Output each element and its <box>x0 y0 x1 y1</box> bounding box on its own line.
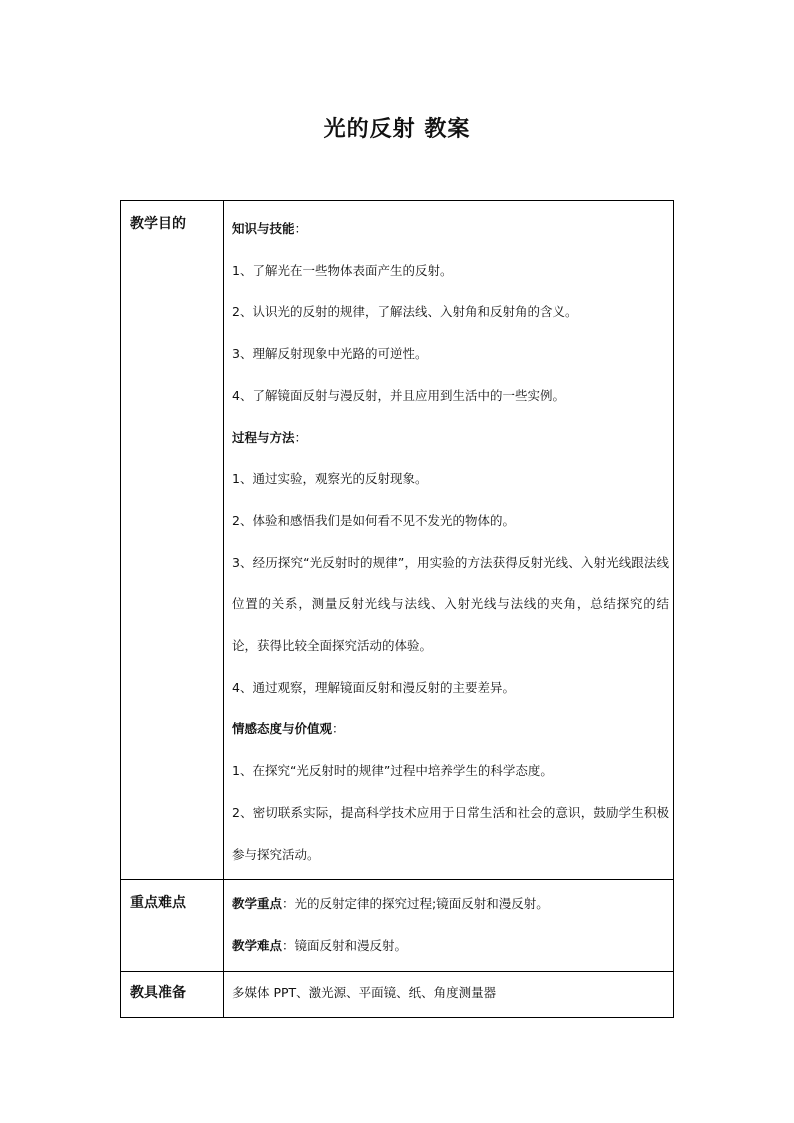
knowledge-heading-line <box>232 208 669 250</box>
tools-row <box>121 971 674 1018</box>
colon: ： <box>294 429 308 445</box>
knowledge-heading: 知识与技能 <box>232 221 295 236</box>
focus-label: 教学重点 <box>232 896 283 912</box>
focus-line <box>232 883 669 925</box>
process-heading: 过程与方法 <box>232 429 295 445</box>
objectives-label: 教学目的 <box>121 201 224 880</box>
process-item: 3、经历探究“光反射时的规律”，用实验的方法获得反射光线、入射光线跟法线位置的关系，测量反射光线与法线、入射光线与法线的夹角，总结探究的结论，获得比较全面探究活动的体验。 <box>232 554 669 654</box>
key-points-content <box>224 880 674 971</box>
tools-label: 教具准备 <box>121 971 224 1018</box>
knowledge-item: 3、理解反射现象中光路的可逆性。 <box>232 346 428 362</box>
emotion-heading: 情感态度与价值观 <box>232 721 333 737</box>
process-heading-line <box>232 417 669 459</box>
objectives-row <box>121 201 674 880</box>
emotion-heading-line <box>232 708 669 750</box>
colon: ： <box>282 937 295 953</box>
page-title: 光的反射 教案 <box>323 117 471 142</box>
knowledge-item: 4、了解镜面反射与漫反射，并且应用到生活中的一些实例。 <box>232 387 565 403</box>
process-item: 1、通过实验，观察光的反射现象。 <box>232 471 428 487</box>
objectives-content <box>224 201 674 880</box>
key-points-row <box>121 880 674 971</box>
difficulty-line <box>232 925 669 967</box>
difficulty-label: 教学难点 <box>232 937 283 953</box>
colon: ： <box>294 221 308 236</box>
difficulty-text: 镜面反射和漫反射。 <box>294 937 408 953</box>
process-item: 4、通过观察，理解镜面反射和漫反射的主要差异。 <box>232 679 515 695</box>
knowledge-item: 1、了解光在一些物体表面产生的反射。 <box>232 262 453 278</box>
tools-text: 多媒体 PPT、激光源、平面镜、纸、角度测量器 <box>232 984 497 1000</box>
colon: ： <box>282 896 295 912</box>
focus-text: 光的反射定律的探究过程;镜面反射和漫反射。 <box>294 896 549 912</box>
emotion-item: 1、在探究“光反射时的规律”过程中培养学生的科学态度。 <box>232 763 553 779</box>
colon: ： <box>332 721 345 737</box>
lesson-plan-table <box>120 200 674 1018</box>
emotion-item: 2、密切联系实际，提高科学技术应用于日常生活和社会的意识，鼓励学生积极参与探究活动。 <box>232 804 669 862</box>
process-item: 2、体验和感悟我们是如何看不见不发光的物体的。 <box>232 512 515 528</box>
knowledge-item: 2、认识光的反射的规律，了解法线、入射角和反射角的含义。 <box>232 304 578 320</box>
key-points-label: 重点难点 <box>121 880 224 971</box>
tools-content <box>224 971 674 1018</box>
